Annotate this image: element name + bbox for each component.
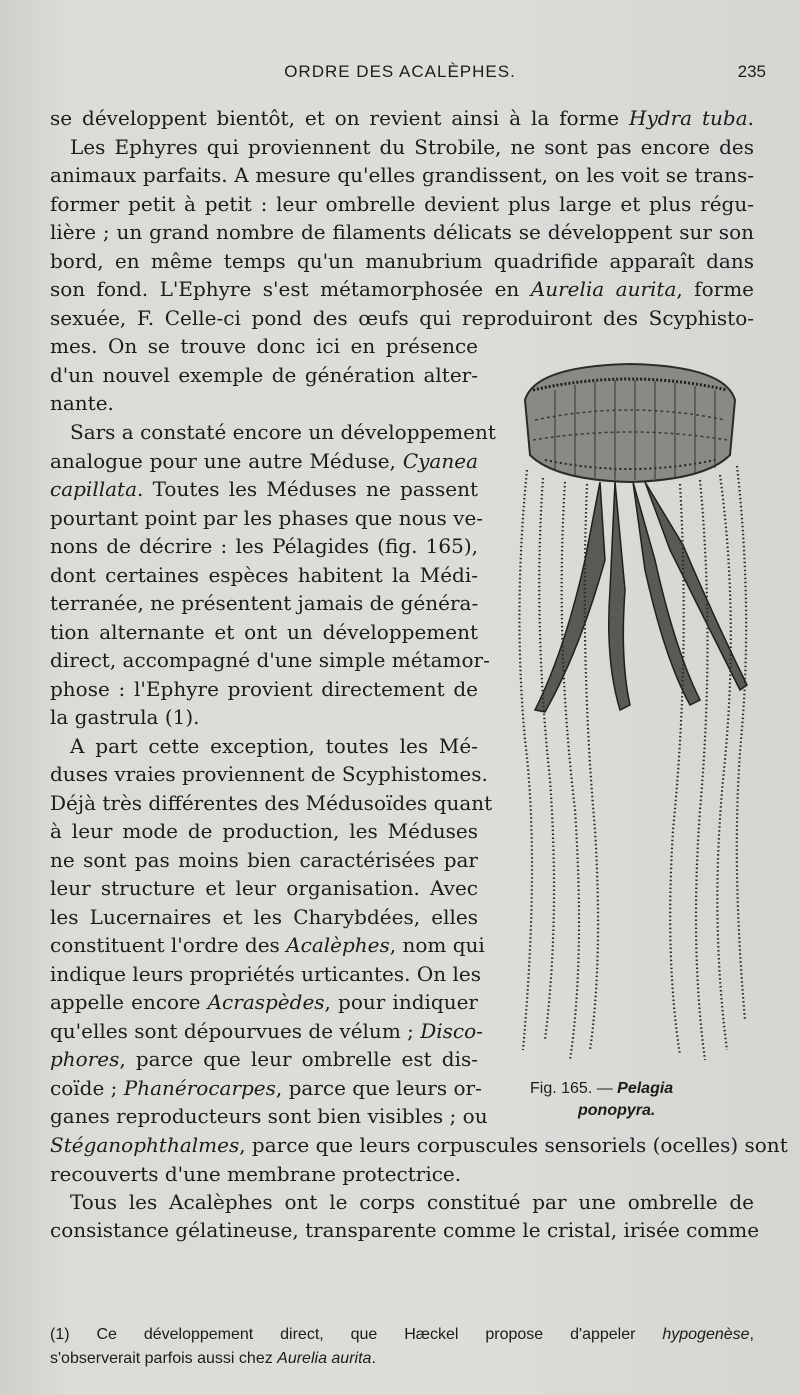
text-line: Déjà très différentes des Médusoïdes quant xyxy=(50,791,493,815)
text-line: qu'elles sont dépourvues de vélum ; Disco- xyxy=(50,1019,483,1043)
text-line: animaux parfaits. A mesure qu'elles grandissent, on les voit se trans- xyxy=(50,163,754,187)
running-title: ORDRE DES ACALÈPHES. xyxy=(284,62,516,81)
text-line: tion alternante et ont un développement xyxy=(50,620,478,644)
text-line: capillata. Toutes les Méduses ne passent xyxy=(50,477,478,501)
text-line: d'un nouvel exemple de génération alter- xyxy=(50,363,478,387)
text-line: terranée, ne présentent jamais de généra- xyxy=(50,591,479,615)
text-line: analogue pour une autre Méduse, Cyanea xyxy=(50,449,478,473)
text-line: Les Ephyres qui proviennent du Strobile, ne sont pas encore des xyxy=(70,135,754,159)
figure-caption: Fig. 165. — Pelagia ponopyra. xyxy=(530,1080,674,1119)
text-line: ganes reproducteurs sont bien visibles ; ou xyxy=(50,1104,488,1128)
text-line: sexuée, F. Celle-ci pond des œufs qui reproduiront des Scyphisto- xyxy=(50,306,754,330)
tentacles xyxy=(519,466,746,1060)
page-header xyxy=(0,60,800,90)
footnote-line: s'observerait parfois aussi chez Aurelia aurita. xyxy=(50,1350,376,1367)
text-line: constituent l'ordre des Acalèphes, nom qui xyxy=(50,933,485,957)
text-line: à leur mode de production, les Méduses xyxy=(50,819,478,843)
page-number: 235 xyxy=(737,62,766,81)
text-line: phores, parce que leur ombrelle est dis- xyxy=(50,1047,478,1071)
text-line: duses vraies proviennent de Scyphistomes. xyxy=(50,762,488,786)
text-line: former petit à petit : leur ombrelle devient plus large et plus régu- xyxy=(50,192,754,216)
text-line: Tous les Acalèphes ont le corps constitué par une ombrelle de xyxy=(70,1190,754,1214)
oral-arms xyxy=(535,482,747,712)
text-line: les Lucernaires et les Charybdées, elles xyxy=(50,905,478,929)
text-line: consistance gélatineuse, transparente comme le cristal, irisée comme xyxy=(50,1218,760,1242)
text-line: Stéganophthalmes, parce que leurs corpuscules sensoriels (ocelles) sont xyxy=(50,1133,788,1157)
text-line: la gastrula (1). xyxy=(50,705,200,729)
text-line: nante. xyxy=(50,391,114,415)
text-line: se développent bientôt, et on revient ainsi à la forme Hydra tuba. xyxy=(50,106,755,130)
text-line: coïde ; Phanérocarpes, parce que leurs or- xyxy=(50,1076,482,1100)
text-line: Sars a constaté encore un développement xyxy=(70,420,496,444)
text-line: mes. On se trouve donc ici en présence xyxy=(50,334,478,358)
text-line: son fond. L'Ephyre s'est métamorphosée en Aurelia aurita, forme xyxy=(50,277,754,301)
text-line: recouverts d'une membrane protectrice. xyxy=(50,1162,462,1186)
text-line: pourtant point par les phases que nous ve- xyxy=(50,506,484,530)
text-line: dont certaines espèces habitent la Médi- xyxy=(50,563,478,587)
text-line: nons de décrire : les Pélagides (fig. 165), xyxy=(50,534,478,558)
umbrella-shape xyxy=(525,364,735,482)
text-line: leur structure et leur organisation. Avec xyxy=(50,876,478,900)
text-line: bord, en même temps qu'un manubrium quadrifide apparaît dans xyxy=(50,249,754,273)
text-line: lière ; un grand nombre de filaments délicats se développent sur son xyxy=(50,220,754,244)
text-line: A part cette exception, toutes les Mé- xyxy=(70,734,478,758)
text-line: direct, accompagné d'une simple métamor- xyxy=(50,648,490,672)
text-line: ne sont pas moins bien caractérisées par xyxy=(50,848,478,872)
text-line: phose : l'Ephyre provient directement de xyxy=(50,677,478,701)
text-line: appelle encore Acraspèdes, pour indiquer xyxy=(50,990,478,1014)
jellyfish-illustration xyxy=(505,360,755,1080)
text-line: indique leurs propriétés urticantes. On les xyxy=(50,962,482,986)
footnote-line: (1) Ce développement direct, que Hæckel propose d'appeler hypogenèse, xyxy=(50,1326,754,1343)
